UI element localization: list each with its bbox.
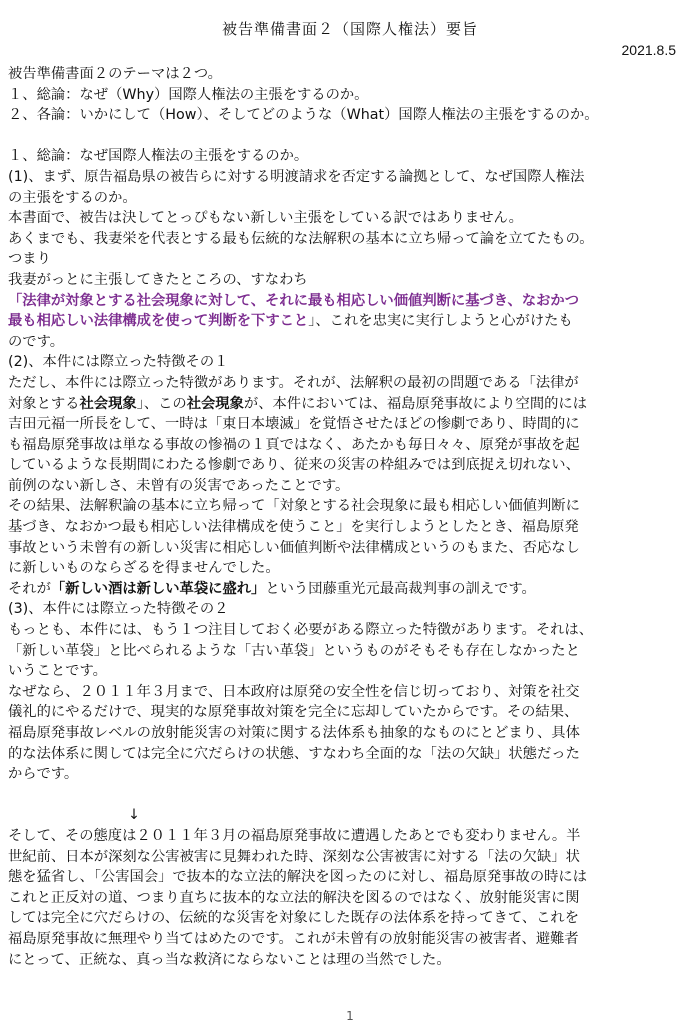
text-line: [8, 229, 692, 250]
text-line: [8, 723, 692, 744]
text-segment: これと正反対の道、つまり直ちに抜本的な立法的解決を図るのではなく、放射能災害に関: [8, 889, 580, 906]
text-segment: 世紀前、日本が深刻な公害被害に見舞われた時、深刻な公害被害に対する「法の欠缺」状: [8, 848, 580, 865]
text-line: [8, 394, 692, 415]
text-segment: 吉田元福一所長をして、一時は「東日本壊滅」を覚悟させたほどの惨劇であり、時間的に: [8, 416, 580, 433]
text-segment: なぜなら、２０１１年３月まで、日本政府は原発の安全性を信じ切っており、対策を社交: [8, 683, 580, 700]
text-segment: 事故という未曾有の新しい災害に相応しい価値判断や法律構成というのもまた、否応なし: [8, 539, 580, 556]
text-segment: 社会現象: [79, 395, 137, 412]
text-segment: 基づき、なおかつ最も相応しい法律構成を使うこと」を実行しようとしたとき、福島原発: [8, 519, 579, 536]
text-segment: という団藤重光元最高裁判事の訓えです。: [265, 580, 536, 597]
text-segment: そして、その態度は２０１１年３月の福島原発事故に遭遇したあとでも変わりません。半: [8, 827, 581, 844]
text-line: [8, 702, 692, 723]
text-line: [8, 208, 692, 229]
text-segment: 被告準備書面２のテーマは２つ。: [8, 66, 222, 82]
text-line: [8, 270, 692, 291]
text-segment: にとって、正統な、真っ当な救済にならないことは理の当然でした。: [8, 951, 451, 968]
text-segment: 最も相応しい法律構成を使って判断を下すこと: [8, 313, 309, 330]
text-line: [8, 764, 692, 785]
text-line: [8, 188, 692, 209]
document-title: 被告準備書面２（国際人権法）要旨: [221, 20, 478, 38]
text-segment: の主張をするのか。: [8, 189, 137, 206]
text-segment: からです。: [8, 766, 79, 783]
text-line: [8, 847, 692, 868]
text-line: [8, 126, 692, 147]
text-line: [8, 558, 692, 579]
text-line: [8, 599, 692, 620]
text-segment: 本書面で、被告は決してとっぴもない新しい主張をしている訳ではありません。: [8, 210, 523, 227]
text-segment: しているような長期間にわたる惨劇であり、従来の災害の枠組みでは到底捉え切れない、: [8, 457, 580, 474]
text-line: [8, 785, 692, 806]
text-segment: 対象とする: [8, 395, 80, 412]
text-line: [8, 620, 692, 641]
text-line: [8, 744, 692, 765]
text-line: [8, 682, 692, 703]
text-segment: １、総論：なぜ国際人権法の主張をするのか。: [8, 148, 309, 165]
document-body: [8, 64, 692, 970]
text-line: [8, 414, 692, 435]
text-line: [8, 85, 692, 106]
text-segment: しては完全に穴だらけの、伝統的な災害を対象にした既存の法体系を持ってきて、これを: [8, 910, 580, 927]
text-segment: あくまでも、我妻栄を代表とする最も伝統的な法解釈の基本に立ち帰って論を立てたもの。: [8, 230, 594, 247]
text-line: [8, 64, 692, 85]
text-segment: 「新しい酒は新しい革袋に盛れ」: [50, 580, 266, 597]
text-segment: １、総論：なぜ（Why）国際人権法の主張をするのか。: [8, 86, 369, 103]
text-segment: も福島原発事故は単なる事故の惨禍の１頁ではなく、あたかも毎日々々、原発が事故を起: [8, 436, 580, 453]
text-segment: 社会現象: [186, 395, 244, 412]
text-line: [8, 929, 692, 950]
text-line: [8, 373, 692, 394]
text-line: [8, 579, 692, 600]
text-segment: に新しいものならざるを得ませんでした。: [8, 560, 280, 577]
text-segment: (1)、まず、原告福島県の被告らに対する明渡請求を否定する論拠として、なぜ国際人権法: [8, 168, 585, 185]
text-line: [8, 805, 692, 826]
text-line: [8, 476, 692, 497]
text-segment: 我妻がっとに主張してきたところの、すなわち: [8, 271, 308, 288]
text-line: [8, 517, 692, 538]
text-line: [8, 908, 692, 929]
text-segment: ２、各論：いかにして（How）、そしてどのような（What）国際人権法の主張をするのか。: [8, 107, 599, 124]
text-segment: 」、これを忠実に実行しようと心がけたも: [308, 313, 573, 330]
text-segment: (2)、本件には際立った特徴その１: [8, 354, 229, 371]
text-line: [8, 661, 692, 682]
text-line: [8, 146, 692, 167]
text-line: [8, 167, 692, 188]
text-segment: 儀礼的にやるだけで、現実的な原発事故対策を完全に忘却していたからです。その結果、: [8, 704, 579, 721]
text-segment: もっとも、本件には、もう１つ注目しておく必要がある際立った特徴があります。それは、: [8, 622, 594, 639]
text-segment: 前例のない新しさ、未曾有の災害であったことです。: [8, 477, 350, 494]
text-segment: つまり: [8, 251, 51, 268]
text-line: [8, 888, 692, 909]
text-segment: (3)、本件には際立った特徴その２: [8, 601, 229, 618]
document-date: 2021.8.5: [621, 42, 676, 58]
text-line: [8, 249, 692, 270]
text-line: [8, 311, 692, 332]
text-line: [8, 435, 692, 456]
text-segment: が、本件においては、福島原発事故により空間的には: [243, 395, 588, 412]
text-segment: 的な法体系に関しては完全に穴だらけの状態、すなわち全面的な「法の欠缺」状態だった: [8, 745, 580, 762]
text-segment: 福島原発事故に無理やり当てはめたのです。これが未曾有の放射能災害の被害者、避難者: [8, 930, 579, 947]
text-line: [8, 950, 692, 971]
text-line: [8, 826, 692, 847]
text-segment: 態を猛省し、「公害国会」で抜本的な立法的解決を図ったのに対し、福島原発事故の時には: [8, 869, 588, 886]
text-segment: いうことです。: [8, 663, 107, 680]
text-segment: 」、この: [136, 395, 187, 412]
text-segment: ただし、本件には際立った特徴があります。それが、法解釈の最初の問題である「法律が: [8, 374, 579, 391]
text-line: [8, 496, 692, 517]
text-line: [8, 352, 692, 373]
text-segment: 福島原発事故レベルの放射能災害の対策に関する法体系も抽象的なものにとどまり、具体: [8, 725, 580, 741]
text-segment: その結果、法解釈論の基本に立ち帰って「対象とする社会現象に最も相応しい価値判断に: [8, 498, 580, 515]
text-segment: ↓: [128, 807, 140, 824]
page-number: 1: [346, 1009, 354, 1023]
text-line: [8, 538, 692, 559]
text-segment: 「法律が対象とする社会現象に対して、それに最も相応しい価値判断に基づき、なおかつ: [8, 292, 580, 309]
text-line: [8, 455, 692, 476]
text-segment: それが: [8, 580, 51, 597]
text-line: [8, 105, 692, 126]
text-line: [8, 641, 692, 662]
text-line: [8, 867, 692, 888]
text-line: [8, 291, 692, 312]
text-segment: のです。: [8, 333, 65, 350]
text-segment: 「新しい革袋」と比べられるような「古い革袋」というものがそもそも存在しなかったと: [8, 642, 580, 659]
text-line: [8, 332, 692, 353]
